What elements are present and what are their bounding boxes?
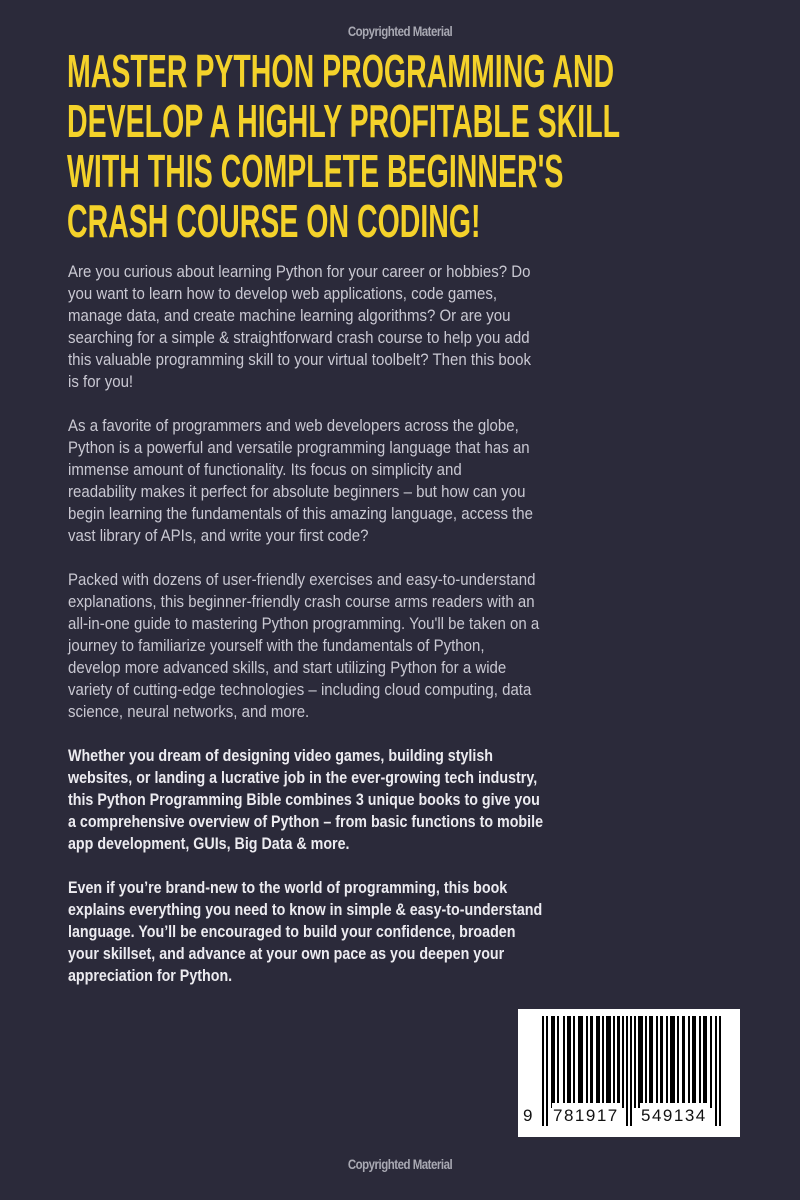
- paragraph-intro: [68, 261, 708, 393]
- text-line: Whether you dream of designing video games, building stylish: [68, 746, 494, 765]
- paragraph-favorite: [68, 415, 708, 547]
- text-line: this valuable programming skill to your virtual toolbelt? Then this book: [68, 350, 532, 369]
- text-line: vast library of APIs, and write your first code?: [68, 526, 369, 545]
- text-line: variety of cutting-edge technologies – including cloud computing, data: [68, 680, 532, 699]
- text-line: manage data, and create machine learning algorithms? Or are you: [68, 306, 511, 325]
- text-line: journey to familiarize yourself with the fundamentals of Python,: [68, 636, 485, 655]
- isbn-digits: [522, 1103, 732, 1131]
- headline: [67, 46, 767, 246]
- text-line: readability makes it perfect for absolute beginners – but how can you: [68, 482, 526, 501]
- text-line: you want to learn how to develop web applications, code games,: [68, 284, 498, 303]
- text-line: app development, GUIs, Big Data & more.: [68, 834, 350, 853]
- text-line: explains everything you need to know in simple & easy-to-understand: [68, 900, 543, 919]
- text-line: science, neural networks, and more.: [68, 702, 310, 721]
- paragraph-whether: [68, 745, 708, 855]
- text-line: is for you!: [68, 372, 134, 391]
- text-line: Packed with dozens of user-friendly exercises and easy-to-understand: [68, 570, 536, 589]
- text-line: begin learning the fundamentals of this amazing language, access the: [68, 504, 534, 523]
- text-line: Python is a powerful and versatile programming language that has an: [68, 438, 530, 457]
- isbn-barcode: [518, 1009, 740, 1137]
- text-line: websites, or landing a lucrative job in the ever-growing tech industry,: [68, 768, 538, 787]
- text-line: language. You’ll be encouraged to build your confidence, broaden: [68, 922, 516, 941]
- text-line: immense amount of functionality. Its focus on simplicity and: [68, 460, 462, 479]
- text-line: appreciation for Python.: [68, 966, 233, 985]
- copyright-watermark-top: Copyrighted Material: [347, 23, 453, 39]
- text-line: a comprehensive overview of Python – from basic functions to mobile: [68, 812, 544, 831]
- paragraph-even-if: [68, 877, 708, 987]
- text-line: Are you curious about learning Python for your career or hobbies? Do: [68, 262, 531, 281]
- isbn-prefix-digit: 9: [522, 1103, 533, 1129]
- text-line: all-in-one guide to mastering Python programming. You'll be taken on a: [68, 614, 540, 633]
- headline-line: CRASH COURSE ON CODING!: [67, 195, 481, 247]
- blurb-body: [68, 261, 708, 1009]
- text-line: searching for a simple & straightforward crash course to help you add: [68, 328, 530, 347]
- headline-line: MASTER PYTHON PROGRAMMING AND: [67, 45, 615, 97]
- text-line: this Python Programming Bible combines 3 unique books to give you: [68, 790, 540, 809]
- isbn-group-right: 549134: [640, 1103, 708, 1129]
- headline-line: WITH THIS COMPLETE BEGINNER'S: [67, 145, 564, 197]
- text-line: develop more advanced skills, and start utilizing Python for a wide: [68, 658, 507, 677]
- text-line: explanations, this beginner-friendly crash course arms readers with an: [68, 592, 535, 611]
- text-line: Even if you’re brand-new to the world of programming, this book: [68, 878, 508, 897]
- copyright-watermark-bottom: Copyrighted Material: [347, 1156, 453, 1172]
- paragraph-packed: [68, 569, 708, 723]
- headline-line: DEVELOP A HIGHLY PROFITABLE SKILL: [67, 95, 621, 147]
- isbn-group-left: 781917: [552, 1103, 620, 1129]
- text-line: your skillset, and advance at your own pace as you deepen your: [68, 944, 505, 963]
- text-line: As a favorite of programmers and web developers across the globe,: [68, 416, 519, 435]
